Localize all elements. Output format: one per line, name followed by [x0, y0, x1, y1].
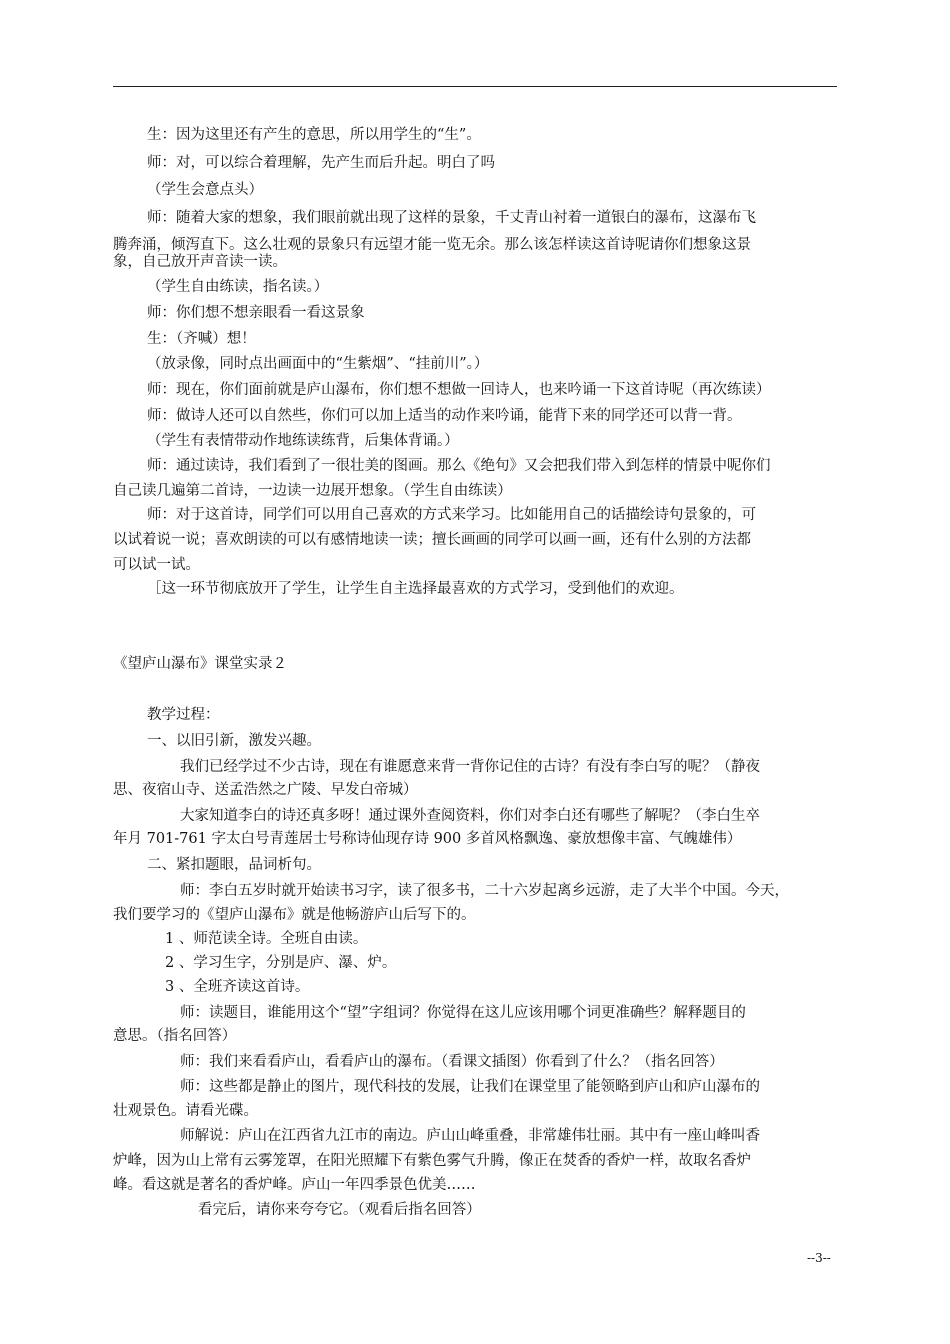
- paragraph-line: （学生有表情带动作地练读练背，后集体背诵。）: [147, 433, 459, 449]
- paragraph-line: 我们要学习的《望庐山瀑布》就是他畅游庐山后写下的。: [113, 907, 476, 923]
- paragraph-line: 自己读几遍第二首诗，一边读一边展开想象。（学生自由练读）: [113, 483, 512, 499]
- paragraph-line: （学生会意点头）: [147, 182, 263, 198]
- page-number: --3--: [807, 1251, 831, 1265]
- paragraph-line: 师：做诗人还可以自然些，你们可以加上适当的动作来吟诵，能背下来的同学还可以背一背。: [147, 408, 742, 424]
- list-item: 3 、全班齐读这首诗。: [165, 979, 310, 995]
- paragraph-line: 师：随着大家的想象，我们眼前就出现了这样的景象，千丈青山衬着一道银白的瀑布，这瀑布飞: [147, 210, 756, 226]
- paragraph-line: 意思。（指名回答）: [113, 1028, 237, 1044]
- paragraph-line: 壮观景色。请看光碟。: [113, 1103, 258, 1119]
- paragraph-line: 师：读题目，谁能用这个“望”字组词？你觉得在这儿应该用哪个词更准确些？解释题目的: [180, 1005, 746, 1021]
- section-heading: 《望庐山瀑布》课堂实录２: [113, 656, 287, 672]
- header-rule: [113, 86, 837, 87]
- paragraph-line: （放录像，同时点出画面中的“生紫烟”、“挂前川”。）: [147, 356, 489, 372]
- paragraph-line: 生：因为这里还有产生的意思，所以用学生的“生”。: [147, 127, 481, 143]
- paragraph-line: 师解说：庐山在江西省九江市的南边。庐山山峰重叠，非常雄伟壮丽。其中有一座山峰叫香: [180, 1128, 760, 1144]
- paragraph-line: 峰。看这就是著名的香炉峰。庐山一年四季景色优美……: [113, 1177, 476, 1193]
- paragraph-line: 师：李白五岁时就开始读书习字，读了很多书，二十六岁起离乡远游，走了大半个中国。今天，: [180, 883, 789, 899]
- paragraph-line: 年月 701-761 字太白号青莲居士号称诗仙现存诗 900 多首风格飘逸、豪放想像丰富、气魄雄伟）: [113, 831, 742, 847]
- paragraph-line: 师：我们来看看庐山，看看庐山的瀑布。（看课文插图）你看到了什么？（指名回答）: [180, 1054, 724, 1070]
- paragraph-line: ［这一环节彻底放开了学生，让学生自主选择最喜欢的方式学习，受到他们的欢迎。: [147, 581, 684, 597]
- paragraph-line: 师：对于这首诗，同学们可以用自己喜欢的方式来学习。比如能用自己的话描绘诗句景象的，可: [147, 507, 756, 523]
- paragraph-line: 一、以旧引新，激发兴趣。: [147, 733, 321, 749]
- paragraph-line: 象，自己放开声音读一读。: [113, 254, 287, 270]
- paragraph-line: 看完后，请你来夸夸它。（观看后指名回答）: [198, 1202, 481, 1218]
- paragraph-line: 我们已经学过不少古诗，现在有谁愿意来背一背你记住的古诗？有没有李白写的呢？（静夜: [180, 759, 760, 775]
- paragraph-line: 师：对，可以综合着理解，先产生而后升起。明白了吗: [147, 155, 495, 171]
- paragraph-line: 以试着说一说；喜欢朗读的可以有感情地读一读；擅长画画的同学可以画一画，还有什么别的方法都: [113, 532, 751, 548]
- paragraph-line: （学生自由练读，指名读。）: [147, 279, 329, 295]
- paragraph-line: 师：通过读诗，我们看到了一很壮美的图画。那么《绝句》又会把我们带入到怎样的情景中呢你们: [147, 458, 771, 474]
- paragraph-line: 大家知道李白的诗还真多呀！通过课外查阅资料，你们对李白还有哪些了解呢？（李白生卒: [180, 808, 760, 824]
- paragraph-line: 腾奔涌，倾泻直下。这么壮观的景象只有远望才能一览无余。那么该怎样读这首诗呢请你们想象这景: [113, 237, 751, 253]
- paragraph-line: 二、紧扣题眼，品词析句。: [147, 857, 321, 873]
- paragraph-line: 生：（齐喊）想！: [147, 331, 256, 347]
- paragraph-line: 可以试一试。: [113, 557, 200, 573]
- paragraph-line: 师：你们想不想亲眼看一看这景象: [147, 305, 365, 321]
- paragraph-line: 师：现在，你们面前就是庐山瀑布，你们想不想做一回诗人，也来吟诵一下这首诗呢（再次练读）: [147, 382, 771, 398]
- list-item: 2 、学习生字，分别是庐、瀑、炉。: [165, 955, 397, 971]
- list-item: 1 、师范读全诗。全班自由读。: [165, 931, 368, 947]
- paragraph-line: 师：这些都是静止的图片，现代科技的发展，让我们在课堂里了能领略到庐山和庐山瀑布的: [180, 1079, 760, 1095]
- paragraph-line: 思、夜宿山寺、送孟浩然之广陵、早发白帝城）: [113, 782, 418, 798]
- paragraph-line: 教学过程：: [147, 707, 220, 723]
- paragraph-line: 炉峰，因为山上常有云雾笼罩，在阳光照耀下有紫色雾气升腾，像正在焚香的香炉一样，故取名香炉: [113, 1153, 751, 1169]
